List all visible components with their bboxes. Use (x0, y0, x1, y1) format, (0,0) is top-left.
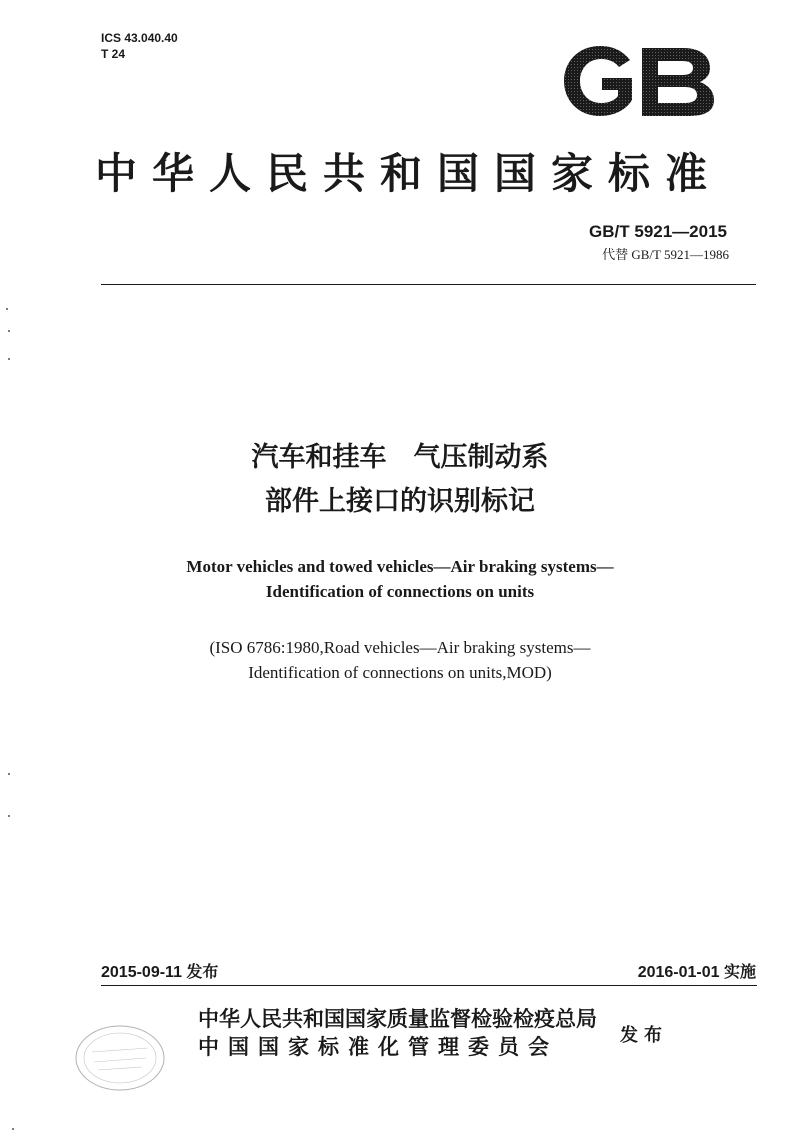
iso-reference-line-2: Identification of connections on units,MOD) (248, 663, 552, 682)
issue-date: 2015-09-11 发布 (101, 964, 219, 981)
scan-speck (12, 1128, 14, 1130)
replaces-standard: 代替 GB/T 5921—1986 (602, 247, 729, 262)
national-standard-title: 中华人民共和国国家标准 (95, 149, 723, 198)
title-en-line-1: Motor vehicles and towed vehicles—Air braking systems— (186, 557, 614, 576)
header-divider (101, 284, 756, 285)
title-cn-line-2: 部件上接口的识别标记 (265, 486, 535, 517)
publish-label: 发布 (620, 1025, 668, 1046)
standard-number: GB/T 5921—2015 (589, 222, 727, 241)
title-en-line-2: Identification of connections on units (265, 582, 535, 601)
gb-logo-icon (558, 42, 718, 120)
scan-speck (8, 773, 10, 775)
issuer-aqsiq: 中华人民共和国国家质量监督检验检疫总局 (198, 1007, 597, 1031)
scan-speck (8, 815, 10, 817)
iso-reference-line-1: (ISO 6786:1980,Road vehicles—Air braking systems— (209, 638, 591, 657)
footer-divider (101, 985, 757, 986)
title-cn-line-1: 汽车和挂车 气压制动系 (251, 442, 549, 473)
classification-code: T 24 (101, 47, 126, 61)
scan-speck (8, 358, 10, 360)
ics-code: ICS 43.040.40 (101, 31, 178, 45)
issuer-sac: 中国国家标准化管理委员会 (198, 1035, 558, 1059)
seal-stamp-icon (70, 1018, 175, 1098)
implementation-date: 2016-01-01 实施 (637, 964, 756, 981)
scan-speck (6, 308, 8, 310)
scan-speck (8, 330, 10, 332)
